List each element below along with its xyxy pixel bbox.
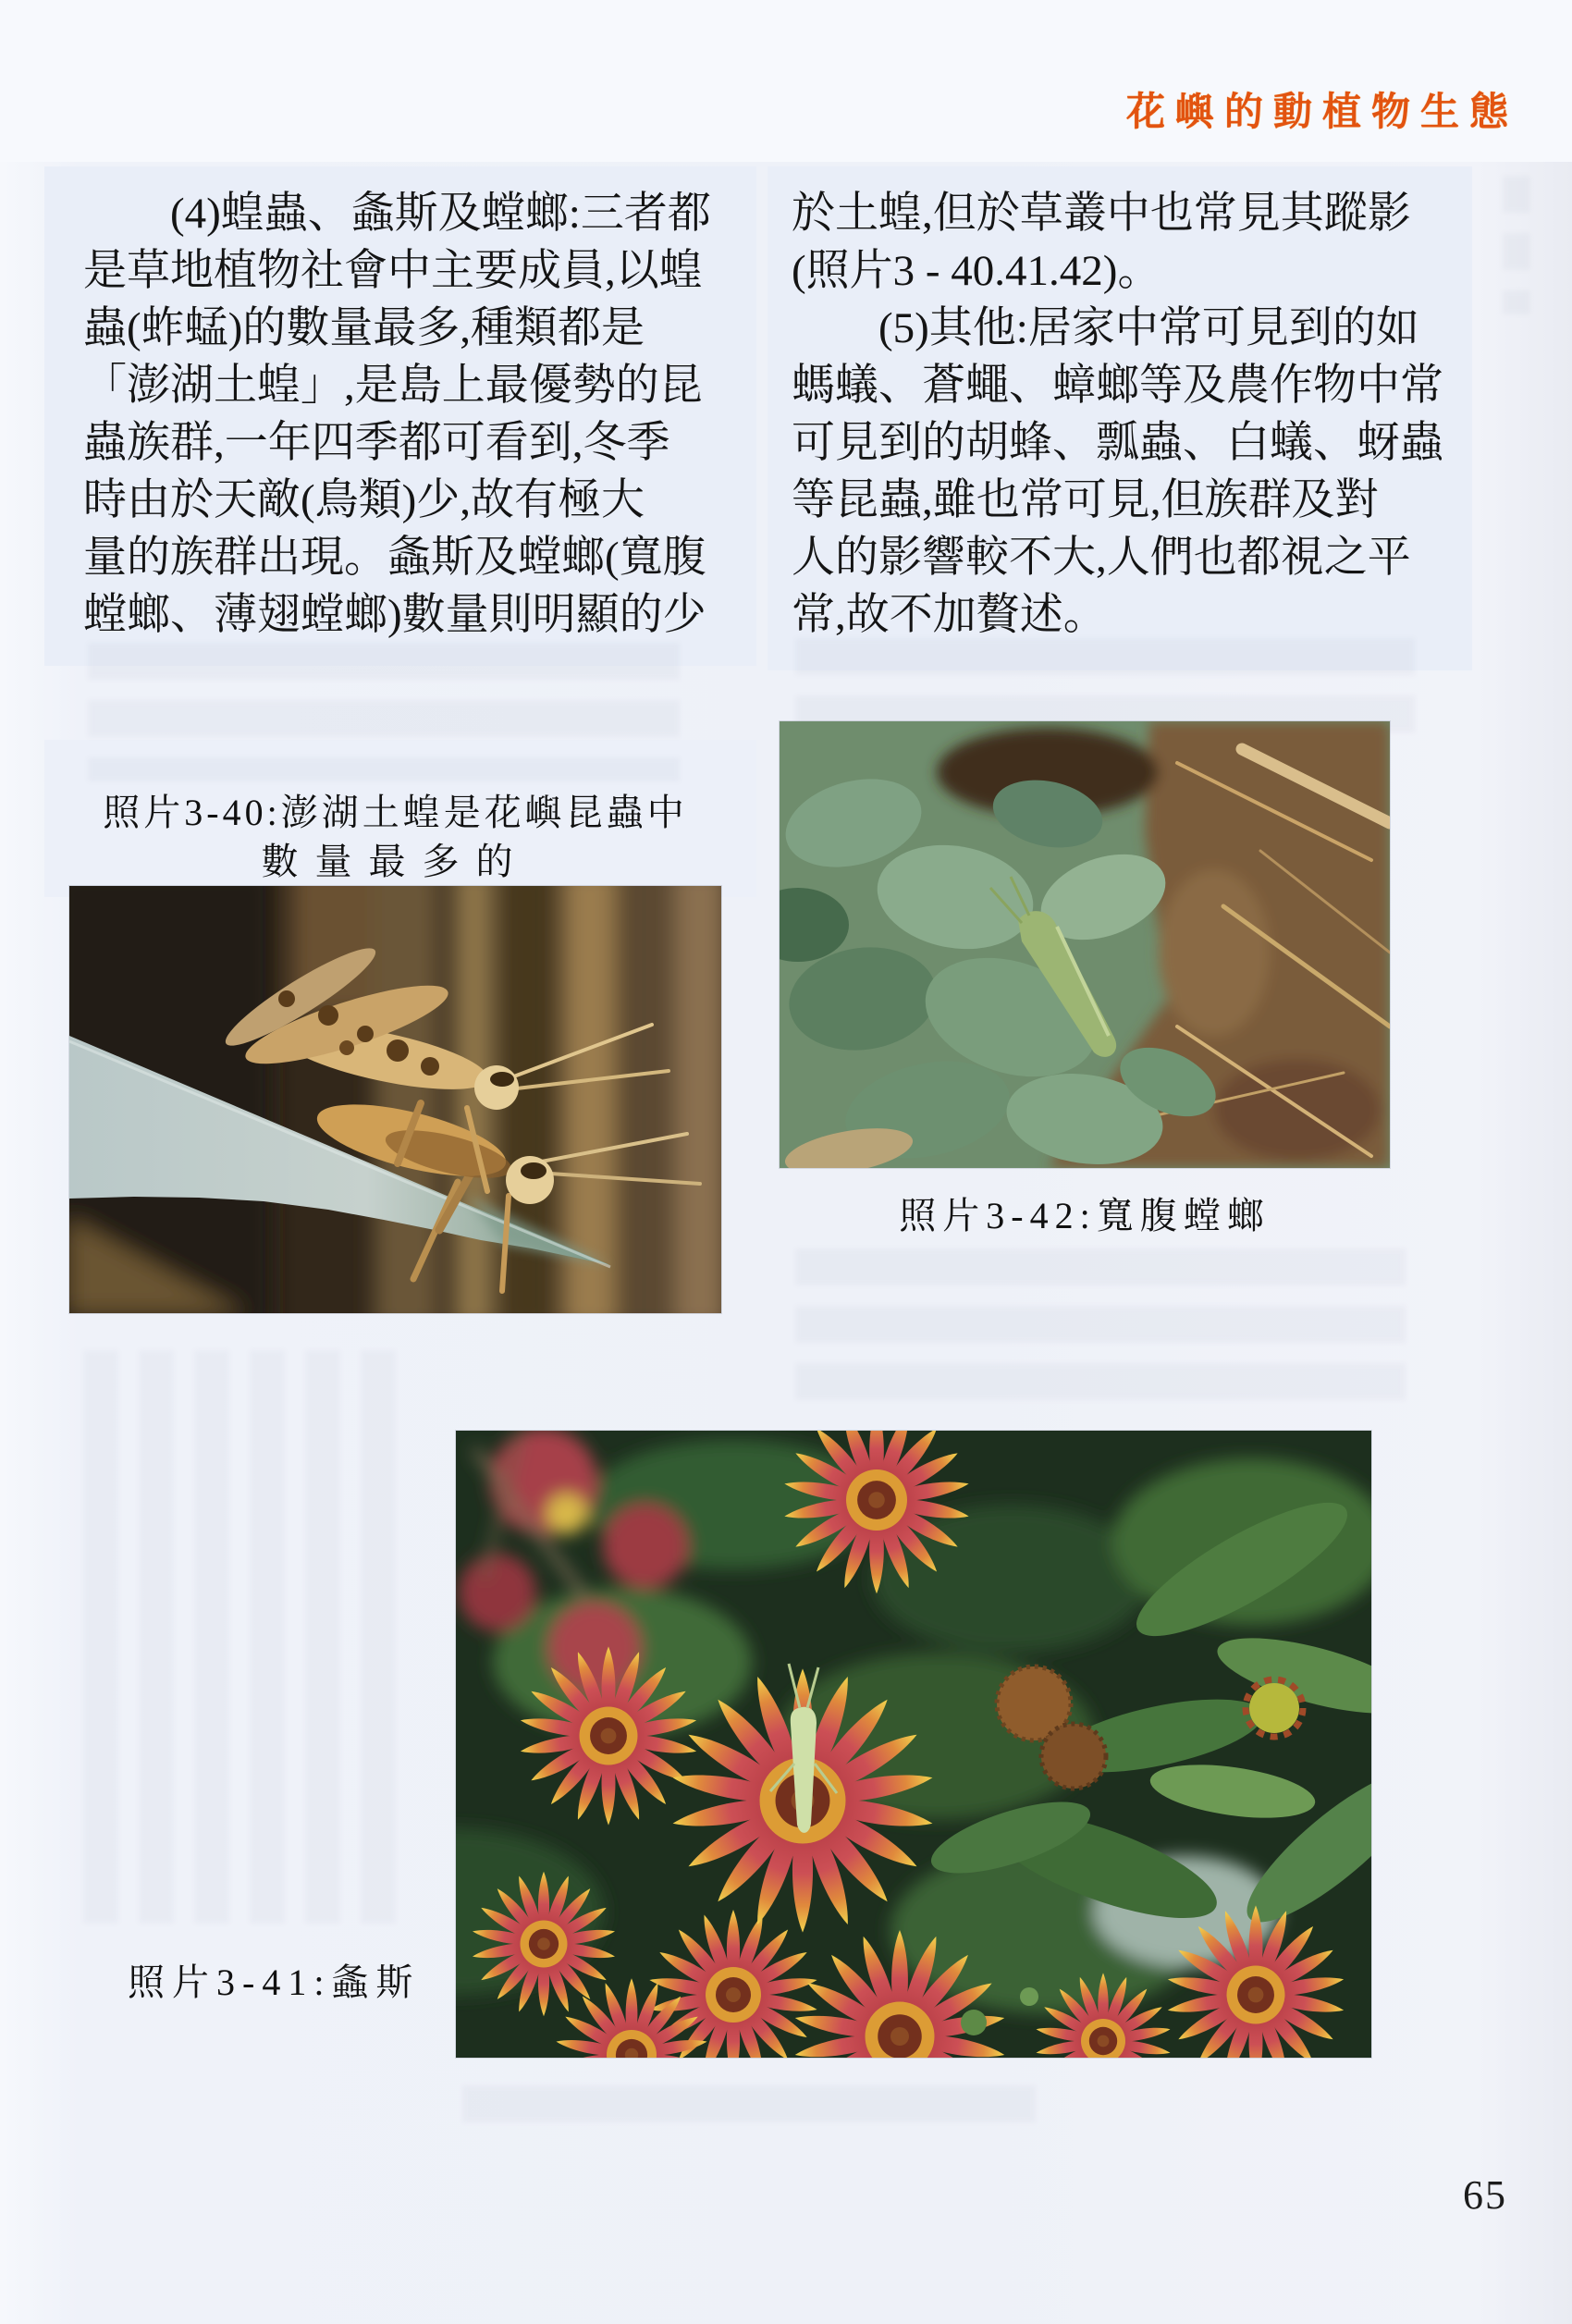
photo-3-42-caption: 照片3-42:寬腹螳螂 xyxy=(899,1195,1271,1236)
bleedthrough-texture xyxy=(462,2085,1036,2141)
page-header-title: 花嶼的動植物生態 xyxy=(1125,92,1518,134)
photo-3-41-flowers xyxy=(456,1431,1371,2058)
left-column-text: (4)蝗蟲、螽斯及螳螂:三者都 是草地植物社會中主要成員,以蝗 蟲(蚱蜢)的數量最多,種類都是 「澎湖土蝗」,是島上最優勢的昆 蟲族群,一年四季都可看到,冬季 時由於天敵(鳥類)少,故有極大 量的族群出現。螽斯及螳螂(寬腹 螳螂、薄翅螳螂)數量則明顯的少 xyxy=(83,190,711,639)
flowers-illustration xyxy=(456,1431,1371,2058)
mantis-illustration xyxy=(780,721,1390,1168)
bleedthrough-texture xyxy=(1503,176,1530,314)
photo-3-42-mantis xyxy=(780,721,1390,1168)
grasshoppers-illustration xyxy=(69,886,721,1313)
bleedthrough-texture xyxy=(83,1350,398,1924)
photo-3-40-grasshoppers xyxy=(69,886,721,1313)
right-column-text: 於土蝗,但於草叢中也常見其蹤影 (照片3 - 40.41.42)。 (5)其他:居家中常可見到的如 螞蟻、蒼蠅、蟑螂等及農作物中常 可見到的胡蜂、瓢蟲、白蟻、蚜蟲 等昆蟲,雖也常可見,但族群及對 人的影響較不大,人們也都視之平 常,故不加贅述。 xyxy=(792,190,1443,639)
bleedthrough-texture xyxy=(795,1248,1406,1406)
page-number: 65 xyxy=(1463,2172,1507,2218)
photo-3-41-caption: 照片3-41:螽斯 xyxy=(128,1961,421,2003)
bleedthrough-texture xyxy=(88,643,680,781)
photo-3-40-caption: 照片3-40:澎湖土蝗是花嶼昆蟲中 數量最多的 xyxy=(103,792,688,882)
